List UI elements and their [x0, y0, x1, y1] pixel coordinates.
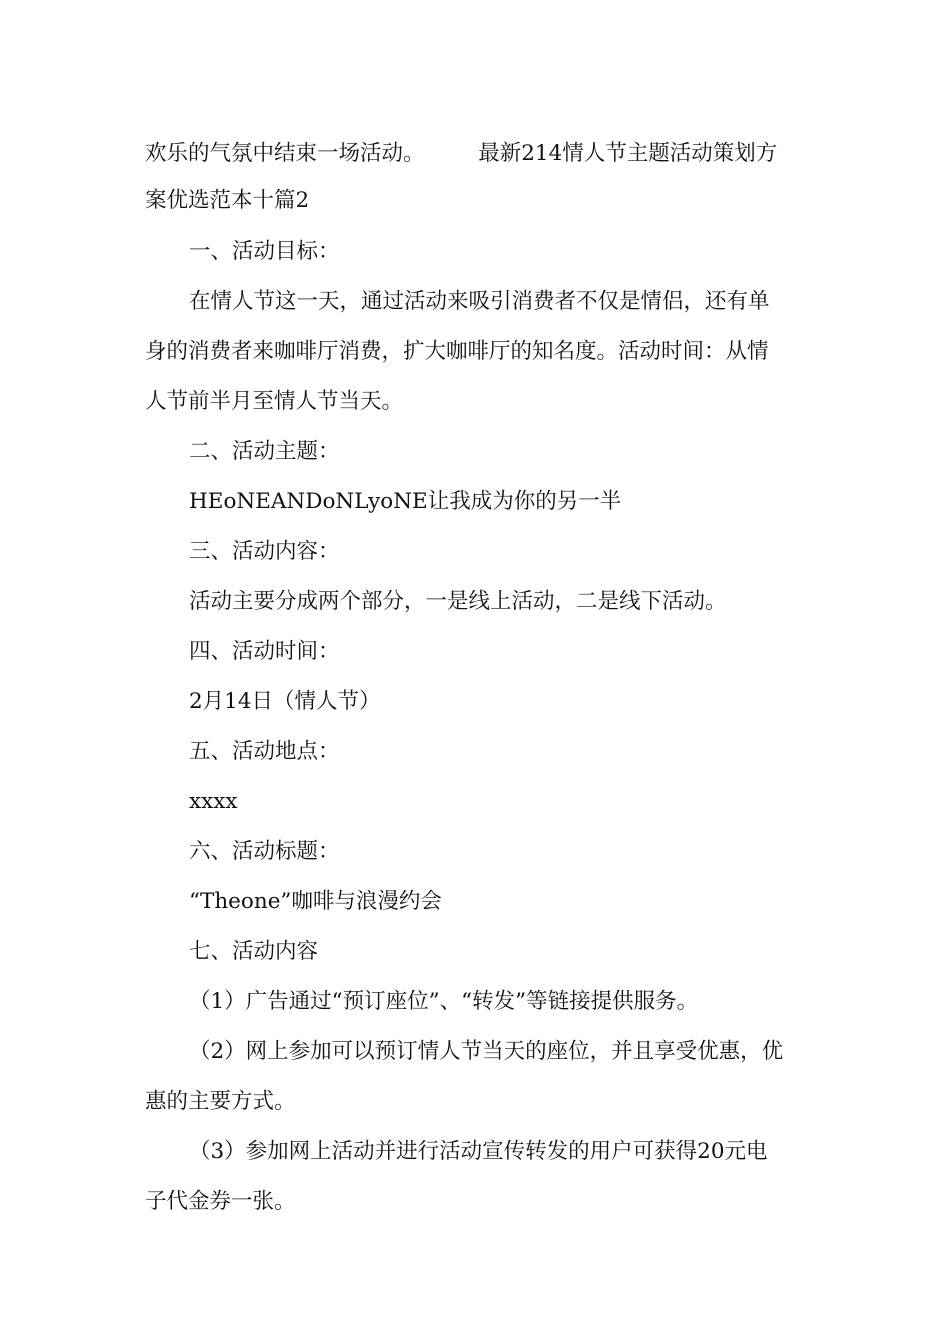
detail-item-2: （2）网上参加可以预订情人节当天的座位，并且享受优惠，优	[189, 1039, 784, 1064]
text-line-5: 身的消费者来咖啡厅消费，扩大咖啡厅的知名度。活动时间：从情	[145, 339, 769, 364]
title-text: “Theone”咖啡与浪漫约会	[189, 889, 442, 914]
detail-item-1: （1）广告通过“预订座位”、“转发”等链接提供服务。	[189, 989, 699, 1014]
time-text: 2月14日（情人节）	[189, 689, 381, 714]
detail-item-2-cont: 惠的主要方式。	[145, 1089, 296, 1114]
detail-item-3-cont: 子代金券一张。	[145, 1189, 296, 1214]
text-line-6: 人节前半月至情人节当天。	[145, 389, 404, 414]
text-line-1: 欢乐的气氛中结束一场活动。 最新214情人节主题活动策划方	[145, 141, 778, 166]
section-heading-details: 七、活动内容	[189, 939, 319, 964]
content-text: 活动主要分成两个部分，一是线上活动，二是线下活动。	[189, 589, 727, 614]
section-heading-time: 四、活动时间：	[189, 639, 340, 664]
text-line-2: 案优选范本十篇2	[145, 188, 310, 213]
section-heading-theme: 二、活动主题：	[189, 439, 340, 464]
section-heading-goal: 一、活动目标：	[189, 239, 340, 264]
section-heading-title: 六、活动标题：	[189, 839, 340, 864]
location-text: xxxx	[189, 789, 238, 814]
theme-text: HEoNEANDoNLyoNE让我成为你的另一半	[189, 489, 622, 514]
detail-item-3: （3）参加网上活动并进行活动宣传转发的用户可获得20元电	[189, 1139, 768, 1164]
section-heading-location: 五、活动地点：	[189, 739, 340, 764]
text-line-4: 在情人节这一天，通过活动来吸引消费者不仅是情侣，还有单	[189, 289, 770, 314]
section-heading-content: 三、活动内容：	[189, 539, 340, 564]
